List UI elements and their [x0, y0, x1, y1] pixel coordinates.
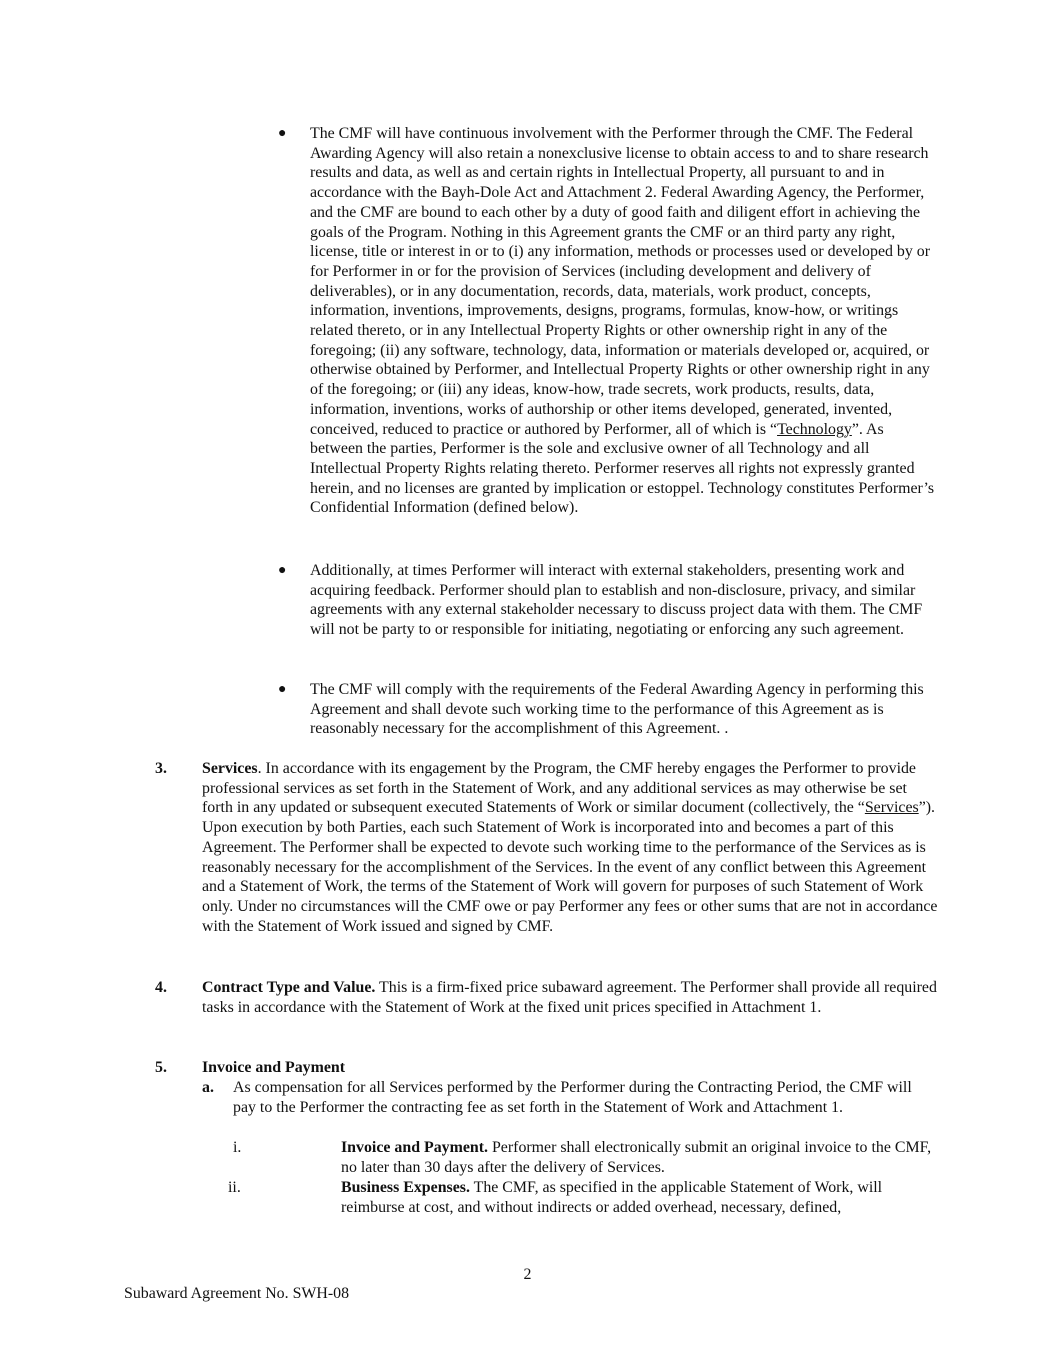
roman-label: i. [233, 1139, 242, 1156]
roman-label: ii. [228, 1179, 241, 1196]
footer-agreement-number: Subaward Agreement No. SWH-08 [124, 1285, 350, 1302]
section-number: 3. [155, 760, 167, 777]
roman-item-i [202, 1138, 938, 1177]
bullet-item [278, 680, 938, 739]
roman-text: Business Expenses. The CMF, as specified in the applicable Statement of Work, will reimburse at cost, and without indirects or added overhead, necessary, defined, [341, 1179, 883, 1216]
subsection-a [202, 1078, 938, 1117]
section-services [155, 759, 938, 936]
roman-heading: Invoice and Payment. [341, 1139, 488, 1156]
bullet-symbol: ● [278, 563, 287, 578]
bullet-text: The CMF will have continuous involvement with the Performer through the CMF. The Federal Awarding Agency will also retain a nonexclusive license to obtain access to and to share research results and data, as well as and certain rights in Intellectual Property, all pursuant to and in accordance with the Bayh-Dole Act and Attachment 2. Federal Awarding Agency, the Performer, and the CMF are bound to each other by a duty of good faith and diligent effort in achieving the goals of the Program. Nothing in this Agreement grants the CMF or an third party any right, license, title or interest in or to (i) any information, methods or processes used or developed by or for Performer in or for the provision of Services (including development and delivery of deliverables), or in any documentation, records, data, materials, work product, concepts, information, inventions, improvements, designs, programs, formulas, know-how, or writings related thereto, or in any Intellectual Property Rights or other ownership right in any of the foregoing; (ii) any software, technology, data, information or materials developed or, acquired, or otherwise obtained by Performer, and Intellectual Property Rights or other ownership right in any of the foregoing; or (iii) any ideas, know-how, trade secrets, work products, results, data, information, inventions, works of authorship or other items developed, generated, invented, conceived, reduced to practice or authored by Performer, all of which is “Technology”. As between the parties, Performer is the sole and exclusive owner of all Technology and all Intellectual Property Rights relating thereto. Performer reserves all rights not expressly granted herein, and no licenses are granted by implication or estoppel. Technology constitutes Performer’s Confidential Information (defined below). [310, 125, 935, 517]
bullet-item [278, 561, 938, 640]
defined-term-technology: Technology [777, 420, 852, 438]
section-body [202, 1058, 938, 1078]
subsection-label: a. [202, 1079, 214, 1096]
roman-item-ii [202, 1178, 938, 1217]
section-number: 5. [155, 1059, 167, 1076]
roman-text: Invoice and Payment. Performer shall electronically submit an original invoice to the CMF, no later than 30 days after the delivery of Services. [341, 1139, 932, 1176]
section-invoice-payment [155, 1058, 938, 1078]
defined-term-services: Services [864, 799, 919, 817]
section-heading: Invoice and Payment [202, 1059, 346, 1076]
bullet-text: The CMF will comply with the requirements of the Federal Awarding Agency in performing this Agreement and shall devote such working time to the performance of this Agreement as is reasonably necessary for the accomplishment of this Agreement. . [310, 681, 924, 738]
section-number: 4. [155, 979, 167, 996]
roman-heading: Business Expenses. [341, 1179, 470, 1196]
bullet-text: Additionally, at times Performer will interact with external stakeholders, presenting work and acquiring feedback. Performer should plan to establish and non-disclosure, privacy, and similar agreements with any external stakeholder necessary to discuss project data with them. The CMF will not be party to or responsible for initiating, negotiating or enforcing any such agreement. [310, 562, 923, 639]
section-body: Contract Type and Value. This is a firm-fixed price subaward agreement. The Performer shall provide all required tasks in accordance with the Statement of Work at the fixed unit prices specified in Attachment 1. [202, 979, 937, 1016]
section-body: Services. In accordance with its engagement by the Program, the CMF hereby engages the Performer to provide professional services as set forth in the Statement of Work, and any additional services as may otherwise be set forth in any updated or subsequent executed Statements of Work or similar document (collectively, the “Services”). Upon execution by both Parties, each such Statement of Work is incorporated into and becomes a part of this Agreement. The Performer shall be expected to devote such working time to the performance of the Services as is reasonably necessary for the accomplishment of the Services. In the event of any conflict between this Agreement and a Statement of Work, the terms of the Statement of Work will govern for purposes of such Statement of Work only. Under no circumstances will the CMF owe or pay Performer any fees or other sums that are not in accordance with the Statement of Work issued and signed by CMF. [202, 760, 938, 935]
bullet-item [278, 124, 938, 518]
section-heading: Services [202, 760, 258, 777]
page-number: 2 [523, 1266, 532, 1283]
subsection-text: As compensation for all Services performed by the Performer during the Contracting Period, the CMF will pay to the Performer the contracting fee as set forth in the Statement of Work and Attachment 1. [233, 1079, 912, 1116]
section-contract-type [155, 978, 938, 1017]
bullet-symbol: ● [278, 682, 287, 697]
bullet-symbol: ● [278, 126, 287, 141]
section-heading: Contract Type and Value. [202, 979, 376, 996]
